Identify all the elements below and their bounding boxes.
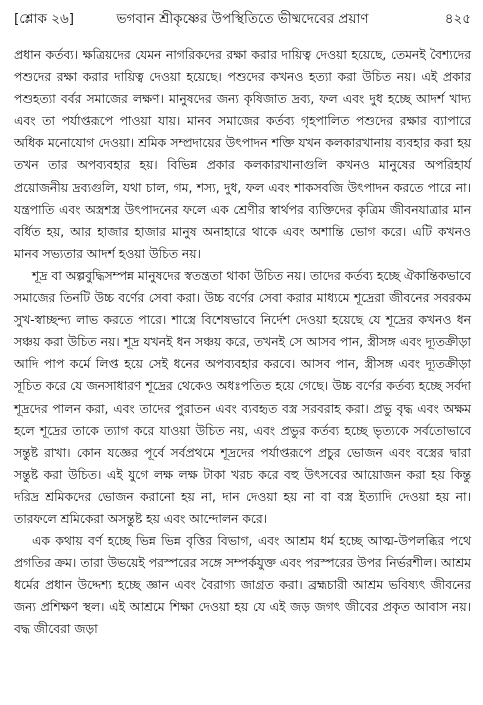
page-body xyxy=(14,44,471,641)
page-number: ৪২৫ xyxy=(444,11,471,27)
running-header xyxy=(14,8,471,30)
running-title: ভগবান শ্রীকৃষ্ণের উপস্থিতিতে ভীষ্মদেবের প্রয়াণ xyxy=(116,11,369,27)
verse-reference: [শ্লোক ২৬] xyxy=(14,11,75,27)
paragraph: শূদ্র বা অল্পবুদ্ধিসম্পন্ন মানুষদের স্বতন্ত্রতা থাকা উচিত নয়। তাদের কর্তব্য হচ্ছে ঐকান্তিকভাবে সমাজের তিনটি উচ্চ বর্ণের সেবা করা। উচ্চ বর্ণের সেবা করার মাধ্যমে শূদ্রেরা জীবনের সবরকম সুখ-স্বাচ্ছন্দ্য লাভ করতে পারে। শাস্ত্রে বিশেষভাবে নির্দেশ দেওয়া হয়েছে যে শূদ্রের কখনও ধন সঞ্চয় করা উচিত নয়। শূদ্র যখনই ধন সঞ্চয় করে, তখনই সে আসব পান, স্ত্রীসঙ্গ এবং দ্যূতক্রীড়া আদি পাপ কর্মে লিপ্ত হয়ে সেই ধনের অপব্যবহার করবে। আসব পান, স্ত্রীসঙ্গ এবং দ্যূতক্রীড়া সূচিত করে যে জনসাধারণ শূদ্রের থেকেও অধঃপতিত হয়ে গেছে। উচ্চ বর্ণের কর্তব্য হচ্ছে সর্বদা শূদ্রদের পালন করা, এবং তাদের পুরাতন এবং ব্যবহৃত বস্ত্র সরবরাহ করা। প্রভু বৃদ্ধ এবং অক্ষম হলে শূদ্রের তাকে ত্যাগ করে যাওয়া উচিত নয়, এবং প্রভুর কর্তব্য হচ্ছে ভৃত্যকে সর্বতোভাবে সন্তুষ্ট রাখা। কোন যজ্ঞের পূর্বে সর্বপ্রথমে শূদ্রদের পর্যাপ্তরূপে প্রচুর ভোজন এবং বস্ত্রের দ্বারা সন্তুষ্ট করা উচিত। এই যুগে লক্ষ লক্ষ টাকা খরচ করে বহু উৎসবের আয়োজন করা হয় কিন্তু দরিদ্র শ্রমিকদের ভোজন করানো হয় না, দান দেওয়া হয় না বা বস্ত্র ইত্যাদি দেওয়া হয় না। তারফলে শ্রমিকেরা অসন্তুষ্ট হয় এবং আন্দোলন করে। xyxy=(14,268,471,526)
paragraph: এক কথায় বর্ণ হচ্ছে ভিন্ন ভিন্ন বৃত্তির বিভাগ, এবং আশ্রম ধর্ম হচ্ছে আত্ম-উপলব্ধির পথে প্রগতির ক্রম। তারা উভয়েই পরস্পরের সঙ্গে সম্পর্কযুক্ত এবং পরস্পরের উপর নির্ভরশীল। আশ্রম ধর্মের প্রধান উদ্দেশ্য হচ্ছে জ্ঞান এবং বৈরাগ্য জাগ্রত করা। ব্রহ্মচারী আশ্রম ভবিষ্যৎ জীবনের জন্য প্রশিক্ষণ স্থল। এই আশ্রমে শিক্ষা দেওয়া হয় যে এই জড় জগৎ জীবের প্রকৃত আবাস নয়। বদ্ধ জীবেরা জড়া xyxy=(14,534,471,637)
paragraph: প্রধান কর্তব্য। ক্ষত্রিয়দের যেমন নাগরিকদের রক্ষা করার দায়িত্ব দেওয়া হয়েছে, তেমনই বৈশ্যদের পশুদের রক্ষা করার দায়িত্ব দেওয়া হয়েছে। পশুদের কখনও হত্যা করা উচিত নয়। এই প্রকার পশুহত্যা বর্বর সমাজের লক্ষণ। মানুষদের জন্য কৃষিজাত দ্রব্য, ফল এবং দুধ হচ্ছে আদর্শ খাদ্য এবং তা পর্যাপ্তরূপে পাওয়া যায়। মানব সমাজের কর্তব্য গৃহপালিত পশুদের রক্ষার ব্যাপারে অধিক মনোযোগ দেওয়া। শ্রমিক সম্প্রদায়ের উৎপাদন শক্তি যখন কলকারখানায় ব্যবহার করা হয় তখন তার অপব্যবহার হয়। বিভিন্ন প্রকার কলকারখানাগুলি কখনও মানুষের অপরিহার্য প্রয়োজনীয় দ্রব্যগুলি, যথা চাল, গম, শস্য, দুধ, ফল এবং শাকসবজি উৎপাদন করতে পারে না। যন্ত্রপাতি এবং অস্ত্রশস্ত্র উৎপাদনের ফলে এক শ্রেণীর স্বার্থপর ব্যক্তিদের কৃত্রিম জীবনযাত্রার মান বর্ধিত হয়, আর হাজার হাজার মানুষ অনাহারে থাকে এবং অশান্তি ভোগ করে। এটি কখনও মানব সভ্যতার আদর্শ হওয়া উচিত নয়। xyxy=(14,48,471,261)
